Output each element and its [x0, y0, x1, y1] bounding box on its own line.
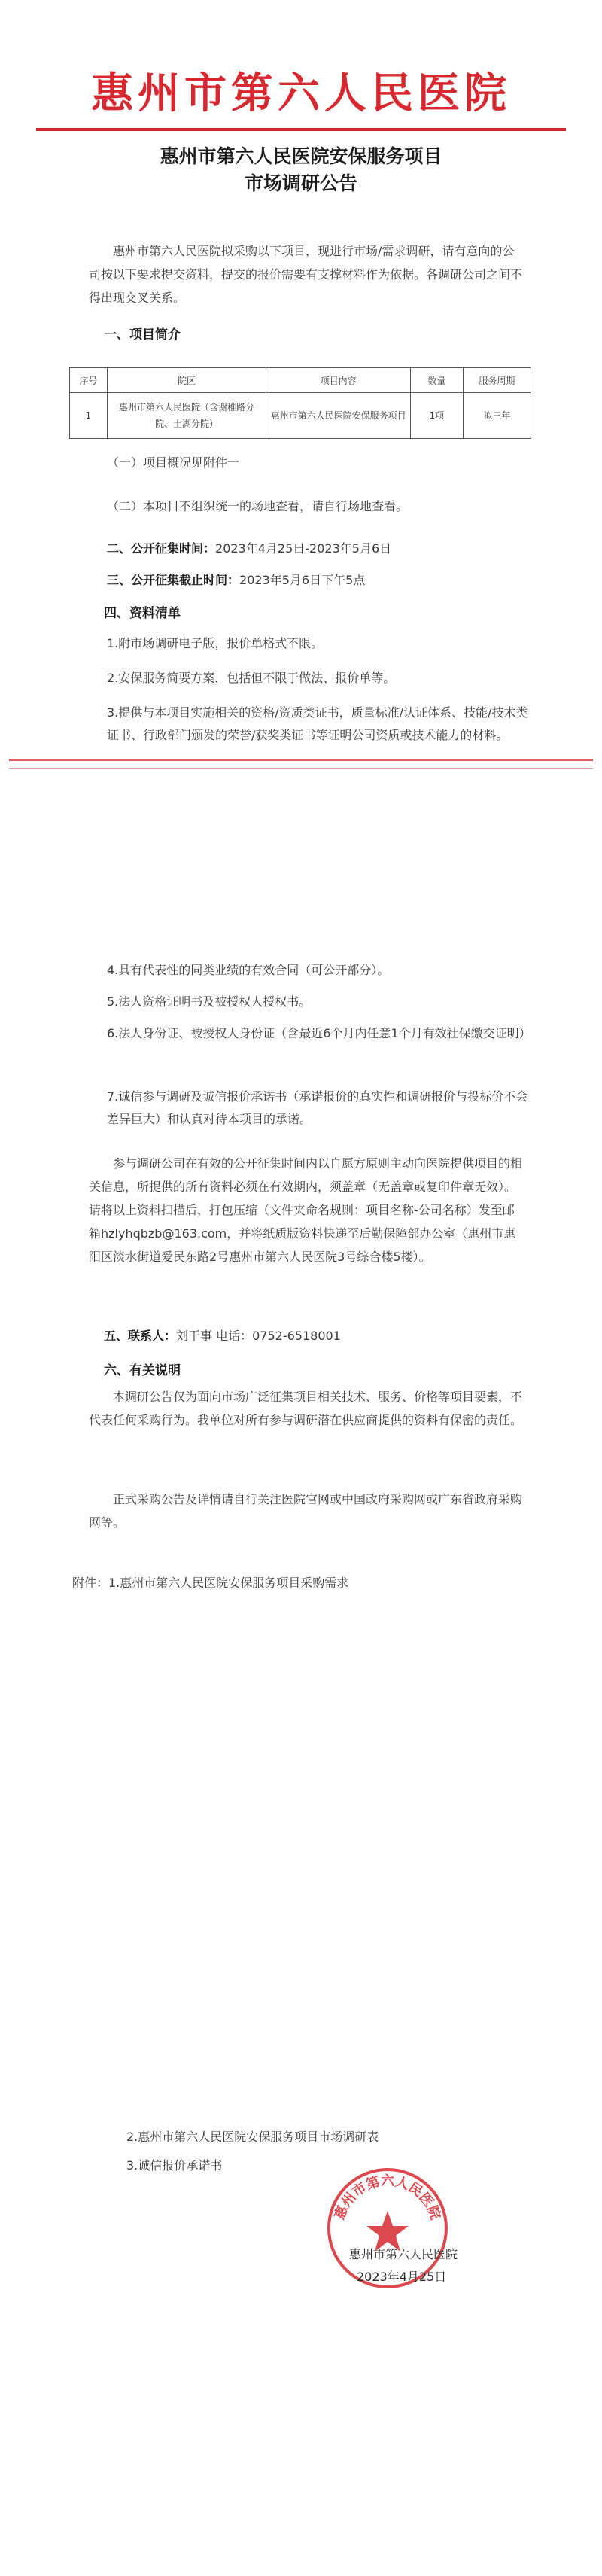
material-6: 6.法人身份证、被授权人身份证（含最近6个月内任意1个月有效社保缴交证明）	[107, 1026, 531, 1040]
material-7: 7.诚信参与调研及诚信报价承诺书（承诺报价的真实性和调研报价与投标价不会差异巨大）和认真对待本项目的承诺。	[107, 1089, 528, 1126]
material-1: 1.附市场调研电子版，报价单格式不限。	[107, 636, 324, 650]
project-table	[69, 367, 531, 439]
section3-label: 三、公开征集截止时间：	[107, 573, 240, 587]
section5-value: 刘干事 电话：0752-6518001	[176, 1329, 341, 1343]
explanation-paragraph-2: 正式采购公告及详情请自行关注医院官网或中国政府采购网或广东省政府采购网等。	[89, 1492, 523, 1530]
material-2: 2.安保服务简要方案，包括但不限于做法、报价单等。	[107, 671, 396, 685]
table-header-cell: 项目内容	[266, 368, 410, 393]
table-header-cell: 服务周期	[463, 368, 531, 393]
table-cell: 1项	[410, 393, 463, 439]
submission-paragraph: 参与调研公司在有效的公开征集时间内以自愿方原则主动向医院提供项目的相关信息，所提供的所有资料必须在有效期内，须盖章（无盖章或复印件章无效）。请将以上资料扫描后，打包压缩（文件夹命名规则：项目名称-公司名称）发至邮箱hzlyhqbzb@163.com，并将纸质版资料快递至后勤保障部办公室（惠州市惠阳区淡水街道爱民东路2号惠州市第六人民医院3号综合楼5楼）。	[89, 1156, 523, 1264]
section3-line	[107, 569, 528, 592]
table-cell: 拟三年	[463, 393, 531, 439]
intro-paragraph: 惠州市第六人民医院拟采购以下项目，现进行市场/需求调研，请有意向的公司按以下要求提交资料，提交的报价需要有支撑材料作为依据。各调研公司之间不得出现交叉关系。	[89, 244, 523, 305]
table-header-cell: 院区	[107, 368, 266, 393]
material-4: 4.具有代表性的同类业绩的有效合同（可公开部分）。	[107, 963, 390, 977]
material-5: 5.法人资格证明书及被授权人授权书。	[107, 994, 312, 1009]
table-cell: 惠州市第六人民医院（含谢稚路分院、土湖分院）	[107, 393, 266, 439]
signature-organization: 惠州市第六人民医院	[349, 2247, 458, 2261]
note-1: （一）项目概况见附件一	[107, 455, 240, 470]
table-row	[70, 393, 531, 439]
section3-value: 2023年5月6日下午5点	[239, 573, 366, 587]
section4-heading: 四、资料清单	[104, 606, 181, 621]
section2-label: 二、公开征集时间：	[107, 541, 216, 556]
attachment-2: 2.惠州市第六人民医院安保服务项目市场调研表	[126, 2130, 379, 2144]
explanation-paragraph-1: 本调研公告仅为面向市场广泛征集项目相关技术、服务、价格等项目要素，不代表任何采购行为。我单位对所有参与调研潜在供应商提供的资料有保密的责任。	[89, 1390, 523, 1427]
attachment-1: 附件：1.惠州市第六人民医院安保服务项目采购需求	[72, 1576, 349, 1590]
table-header-cell: 数量	[410, 368, 463, 393]
section5-label: 五、联系人：	[104, 1329, 177, 1343]
document-title-line1: 惠州市第六人民医院安保服务项目	[160, 145, 442, 167]
attachment-3: 3.诚信报价承诺书	[126, 2158, 223, 2173]
seal-text: 惠州市第六人民医院	[331, 2173, 444, 2222]
section6-heading: 六、有关说明	[104, 1363, 181, 1378]
table-header-row	[70, 368, 531, 393]
section2-value: 2023年4月25日-2023年5月6日	[215, 541, 392, 556]
document-title-line2: 市场调研公告	[244, 172, 357, 194]
letterhead: 惠州市第六人民医院	[91, 69, 511, 118]
section2-line	[107, 537, 528, 560]
table-cell: 惠州市第六人民医院安保服务项目	[266, 393, 410, 439]
table-cell: 1	[70, 393, 108, 439]
page-separator-shadow	[9, 768, 593, 769]
section1-heading: 一、项目简介	[104, 327, 181, 343]
table-header-cell: 序号	[70, 368, 108, 393]
signature-date: 2023年4月25日	[357, 2270, 447, 2284]
section5-line	[104, 1325, 525, 1347]
note-2: （二）本项目不组织统一的场地查看，请自行场地查看。	[107, 499, 409, 513]
material-3: 3.提供与本项目实施相关的资格/资质类证书，质量标准/认证体系、技能/技术类证书、行政部门颁发的荣誉/获奖类证书等证明公司资质或技术能力的材料。	[107, 705, 528, 742]
letterhead-rule	[36, 128, 566, 131]
page-separator	[9, 759, 593, 761]
